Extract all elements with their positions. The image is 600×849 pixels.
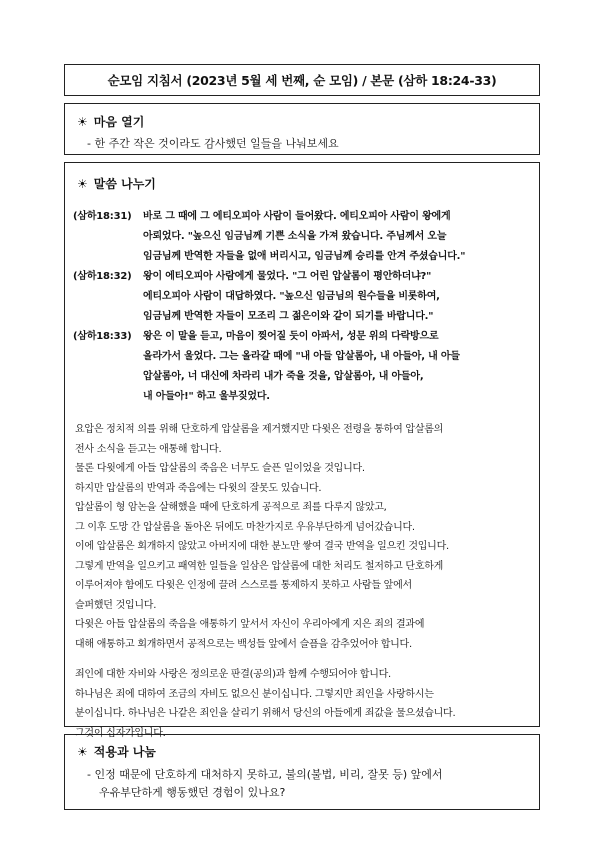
apply-title: 적용과 나눔: [93, 745, 156, 759]
commentary-line: 물론 다윗에게 아들 압살롬의 죽음은 너무도 슬픈 일이었을 것입니다.: [75, 463, 365, 474]
commentary-line: 요압은 정치적 의를 위해 단호하게 압살롬을 제거했지만 다윗은 전령을 통하여 압살롬의: [75, 424, 444, 435]
commentary-line: 이에 압살롬은 회개하지 않았고 아버지에 대한 분노만 쌓여 결국 반역을 일으킨 것입니다.: [75, 541, 449, 552]
verse-line: 바로 그 때에 그 에티오피아 사람이 들어왔다. 에티오피아 사람이 왕에게: [143, 211, 451, 222]
open-heart-section: [64, 103, 540, 155]
verse-33: [65, 327, 539, 407]
verse-line: 임금님께 반역한 자들을 없애 버리시고, 임금님께 승리를 안겨 주셨습니다.": [143, 251, 466, 262]
word-title: 말씀 나누기: [93, 177, 156, 191]
verse-text: [143, 267, 533, 327]
verse-line: 왕은 이 말을 듣고, 마음이 찢어질 듯이 아파서, 성문 위의 다락방으로: [143, 331, 439, 342]
word-section: [64, 162, 540, 739]
page-title: 순모임 지침서 (2023년 5월 세 번째, 순 모임) / 본문 (삼하 18:24-33): [107, 73, 497, 88]
apply-question: [65, 766, 539, 802]
commentary-line: 슬퍼했던 것입니다.: [75, 599, 157, 611]
apply-section: [64, 734, 540, 810]
commentary-line: 분이십니다. 하나님은 나같은 죄인을 살리기 위해서 당신의 아들에게 죄값을 물으셨습니다.: [75, 708, 456, 719]
verse-line: 에티오피아 사람이 대답하였다. "높으신 임금님의 원수들을 비롯하여,: [143, 291, 440, 302]
commentary-line: 그것이 십자가입니다.: [75, 727, 166, 739]
commentary-line: 다윗은 아들 압살롬의 죽음을 애통하기 앞서서 자신이 우리아에게 지은 죄의 결과에: [75, 619, 425, 630]
apply-line: 우유부단하게 행동했던 경험이 있나요?: [99, 786, 286, 799]
commentary-line: 그렇게 반역을 일으키고 패역한 일들을 일삼은 압살롬에 대한 처리도 철저하고 단호하게: [75, 560, 444, 572]
verse-text: [143, 207, 533, 267]
apply-line: - 인정 때문에 단호하게 대처하지 못하고, 불의(불법, 비리, 잘못 등) 앞에서: [87, 768, 443, 781]
commentary-paragraph-1: [65, 420, 539, 654]
commentary-line: 하지만 압살롬의 반역과 죽음에는 다윗의 잘못도 있습니다.: [75, 482, 322, 494]
guide-page: [64, 64, 540, 810]
commentary-line: 전사 소식을 듣고는 애통해 합니다.: [75, 443, 222, 455]
verse-text: [143, 327, 533, 407]
verse-line: 아뢰었다. "높으신 임금님께 기쁜 소식을 가져 왔습니다. 주님께서 오늘: [143, 231, 447, 242]
sun-icon: ☀: [77, 744, 88, 759]
verse-ref: (삼하18:32): [73, 271, 132, 282]
verse-32: [65, 267, 539, 327]
sun-icon: ☀: [77, 114, 88, 129]
verse-ref: (삼하18:33): [73, 331, 132, 342]
commentary-line: 압살롬이 형 암논을 살해했을 때에 단호하게 공적으로 죄를 다루지 않았고,: [75, 502, 387, 513]
verse-line: 임금님께 반역한 자들이 모조리 그 젊은이와 같이 되기를 바랍니다.": [143, 311, 434, 322]
title-box: [64, 64, 540, 96]
verse-ref: (삼하18:31): [73, 211, 132, 222]
verse-line: 올라가서 울었다. 그는 올라갈 때에 "내 아들 압살롬아, 내 아들아, 내 아들: [143, 351, 460, 362]
commentary-line: 그 이후 도망 간 압살롬을 돌아온 뒤에도 마찬가지로 우유부단하게 넘어갔습니다.: [75, 521, 415, 533]
verse-line: 내 아들아!" 하고 울부짖었다.: [143, 391, 270, 402]
word-heading: [65, 163, 539, 192]
open-heart-question: - 한 주간 작은 것이라도 감사했던 일들을 나눠보세요: [87, 137, 339, 150]
commentary-line: 이루어져야 함에도 다윗은 인정에 끌려 스스로를 통제하지 못하고 사람들 앞에서: [75, 580, 412, 591]
open-heart-heading: [65, 104, 539, 130]
commentary-line: 하나님은 죄에 대하여 조금의 자비도 없으신 분이십니다. 그렇지만 죄인을 사랑하시는: [75, 688, 434, 700]
commentary-line: 대해 애통하고 회개하면서 공적으로는 백성들 앞에서 슬픔을 감추었어야 합니다.: [75, 638, 412, 650]
verse-31: [65, 207, 539, 267]
verse-line: 왕이 에티오피아 사람에게 물었다. "그 어린 압살롬이 평안하더냐?": [143, 271, 432, 282]
verse-line: 압살롬아, 너 대신에 차라리 내가 죽을 것을, 압살롬아, 내 아들아,: [143, 371, 424, 382]
commentary-line: 죄인에 대한 자비와 사랑은 정의로운 판결(공의)과 함께 수행되어야 합니다.: [75, 669, 391, 680]
sun-icon: ☀: [77, 176, 88, 191]
scripture-verses: [65, 207, 539, 407]
open-heart-title: 마음 열기: [93, 115, 145, 129]
